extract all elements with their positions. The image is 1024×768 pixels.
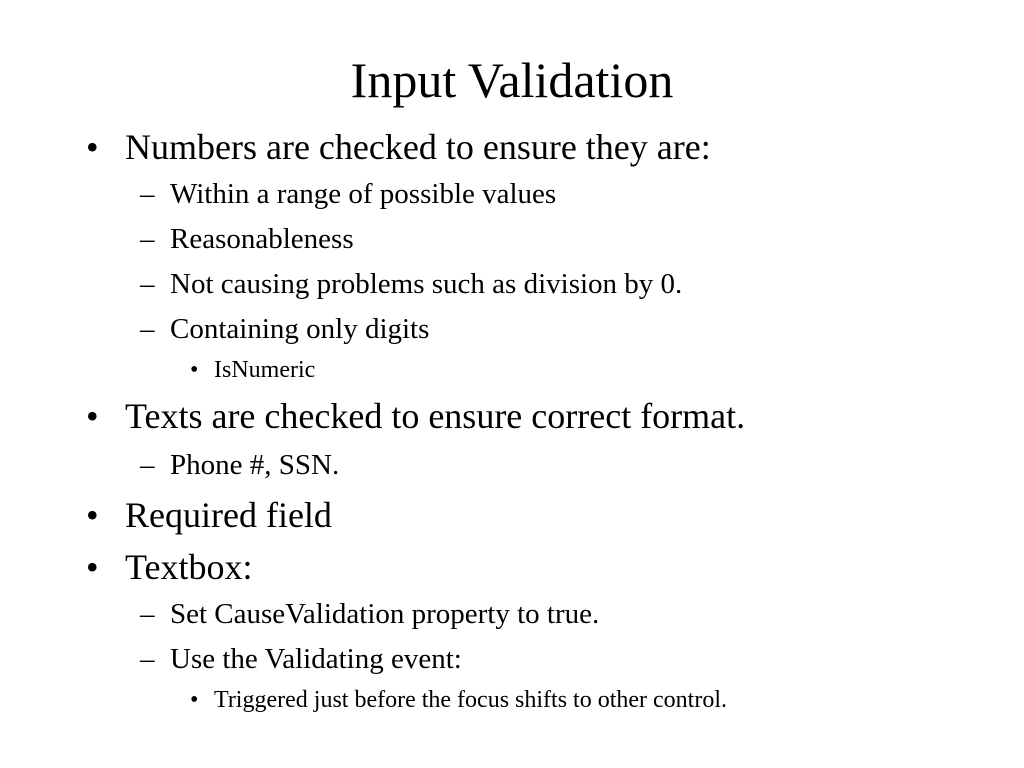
sub-bullet-item: Containing only digits <box>170 313 430 345</box>
bullet-marker: • <box>190 687 199 713</box>
bullet-item: Numbers are checked to ensure they are: <box>125 127 711 167</box>
bullet-item: Textbox: <box>125 547 253 587</box>
dash-marker: – <box>140 268 155 300</box>
bullet-marker: • <box>190 357 199 383</box>
bullet-marker: • <box>86 547 99 587</box>
bullet-item: Texts are checked to ensure correct format. <box>125 396 746 436</box>
sub-sub-bullet-item: Triggered just before the focus shifts to other control. <box>214 687 728 713</box>
sub-bullet-item: Reasonableness <box>170 223 354 255</box>
sub-bullet-item: Within a range of possible values <box>170 178 557 210</box>
dash-marker: – <box>140 313 155 345</box>
bullet-marker: • <box>86 495 99 535</box>
sub-bullet-item: Use the Validating event: <box>170 643 462 675</box>
sub-sub-bullet-item: IsNumeric <box>214 357 316 383</box>
bullet-marker: • <box>86 127 99 167</box>
dash-marker: – <box>140 598 155 630</box>
bullet-marker: • <box>86 396 99 436</box>
sub-bullet-item: Set CauseValidation property to true. <box>170 598 600 630</box>
slide-title: Input Validation <box>350 52 674 108</box>
dash-marker: – <box>140 178 155 210</box>
dash-marker: – <box>140 449 155 481</box>
dash-marker: – <box>140 223 155 255</box>
sub-bullet-item: Not causing problems such as division by 0. <box>170 268 683 300</box>
bullet-item: Required field <box>125 495 332 535</box>
sub-bullet-item: Phone #, SSN. <box>170 449 340 481</box>
dash-marker: – <box>140 643 155 675</box>
